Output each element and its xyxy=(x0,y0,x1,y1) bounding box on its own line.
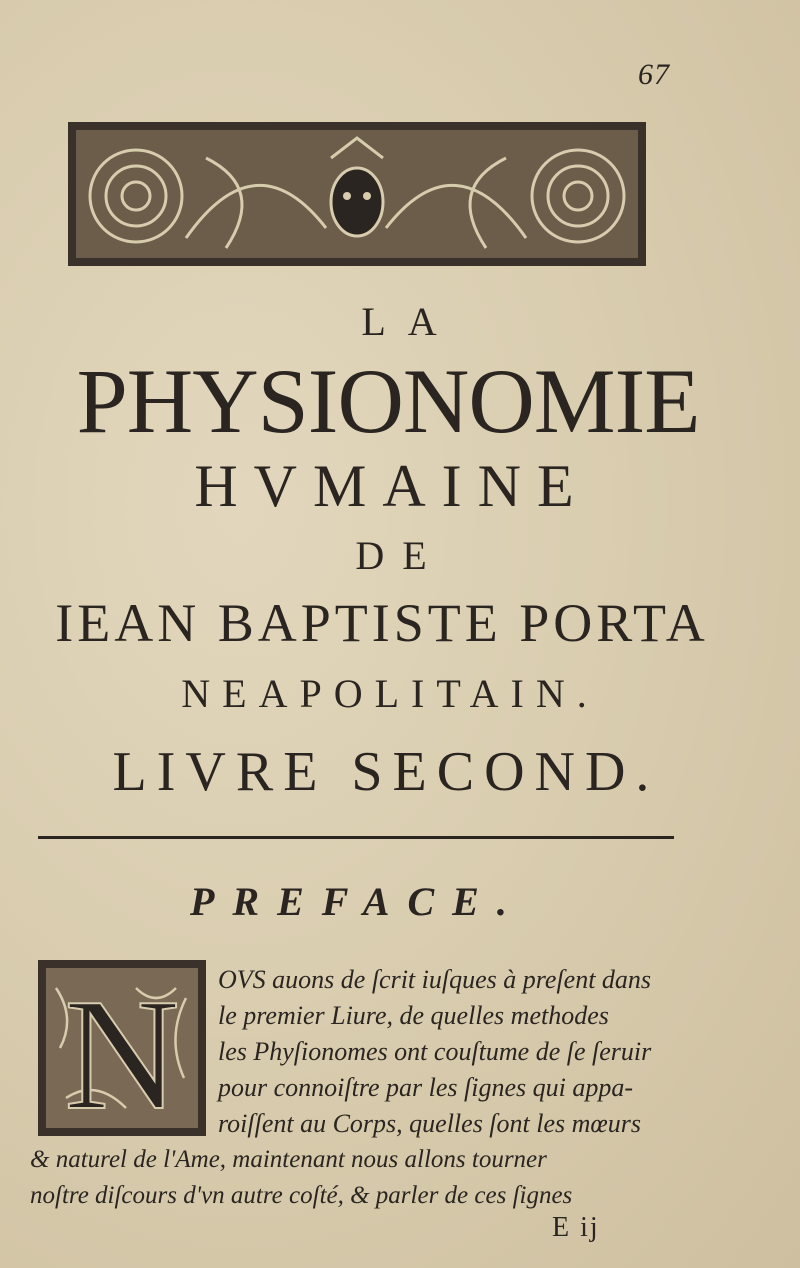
title-subtitle: HVMAINE xyxy=(194,453,590,519)
body-line-7: noſtre diſcours d'vn autre coſté, & parler de ces ſignes xyxy=(30,1182,573,1209)
section-heading: PREFACE. xyxy=(190,879,525,924)
body-line-1: OVS auons de ſcrit iuſques à preſent dans xyxy=(218,965,652,994)
ornamental-headpiece xyxy=(66,118,648,270)
horizontal-rule xyxy=(38,836,674,839)
initial-letter: N xyxy=(64,965,180,1138)
body-line-3: les Phyſionomes ont couſtume de ſe ſeruir xyxy=(218,1037,652,1066)
body-line-2: le premier Liure, de quelles methodes xyxy=(218,1001,609,1030)
title-main: PHYSIONOMIE xyxy=(76,350,700,452)
body-line-6: & naturel de l'Ame, maintenant nous allons tourner xyxy=(30,1146,547,1173)
title-article: LA xyxy=(361,299,459,344)
page-number: 67 xyxy=(638,58,670,91)
decorated-initial xyxy=(36,958,208,1138)
body-line-4: pour connoiſtre par les ſignes qui appa- xyxy=(218,1073,634,1102)
signature-mark: E ij xyxy=(552,1212,600,1243)
book-number-heading: LIVRE SECOND. xyxy=(112,741,660,803)
body-line-5: roiſſent au Corps, quelles ſont les mœurs xyxy=(218,1109,641,1138)
title-author: IEAN BAPTISTE PORTA xyxy=(55,593,709,653)
title-preposition: DE xyxy=(355,533,445,578)
title-origin: NEAPOLITAIN. xyxy=(181,671,599,716)
